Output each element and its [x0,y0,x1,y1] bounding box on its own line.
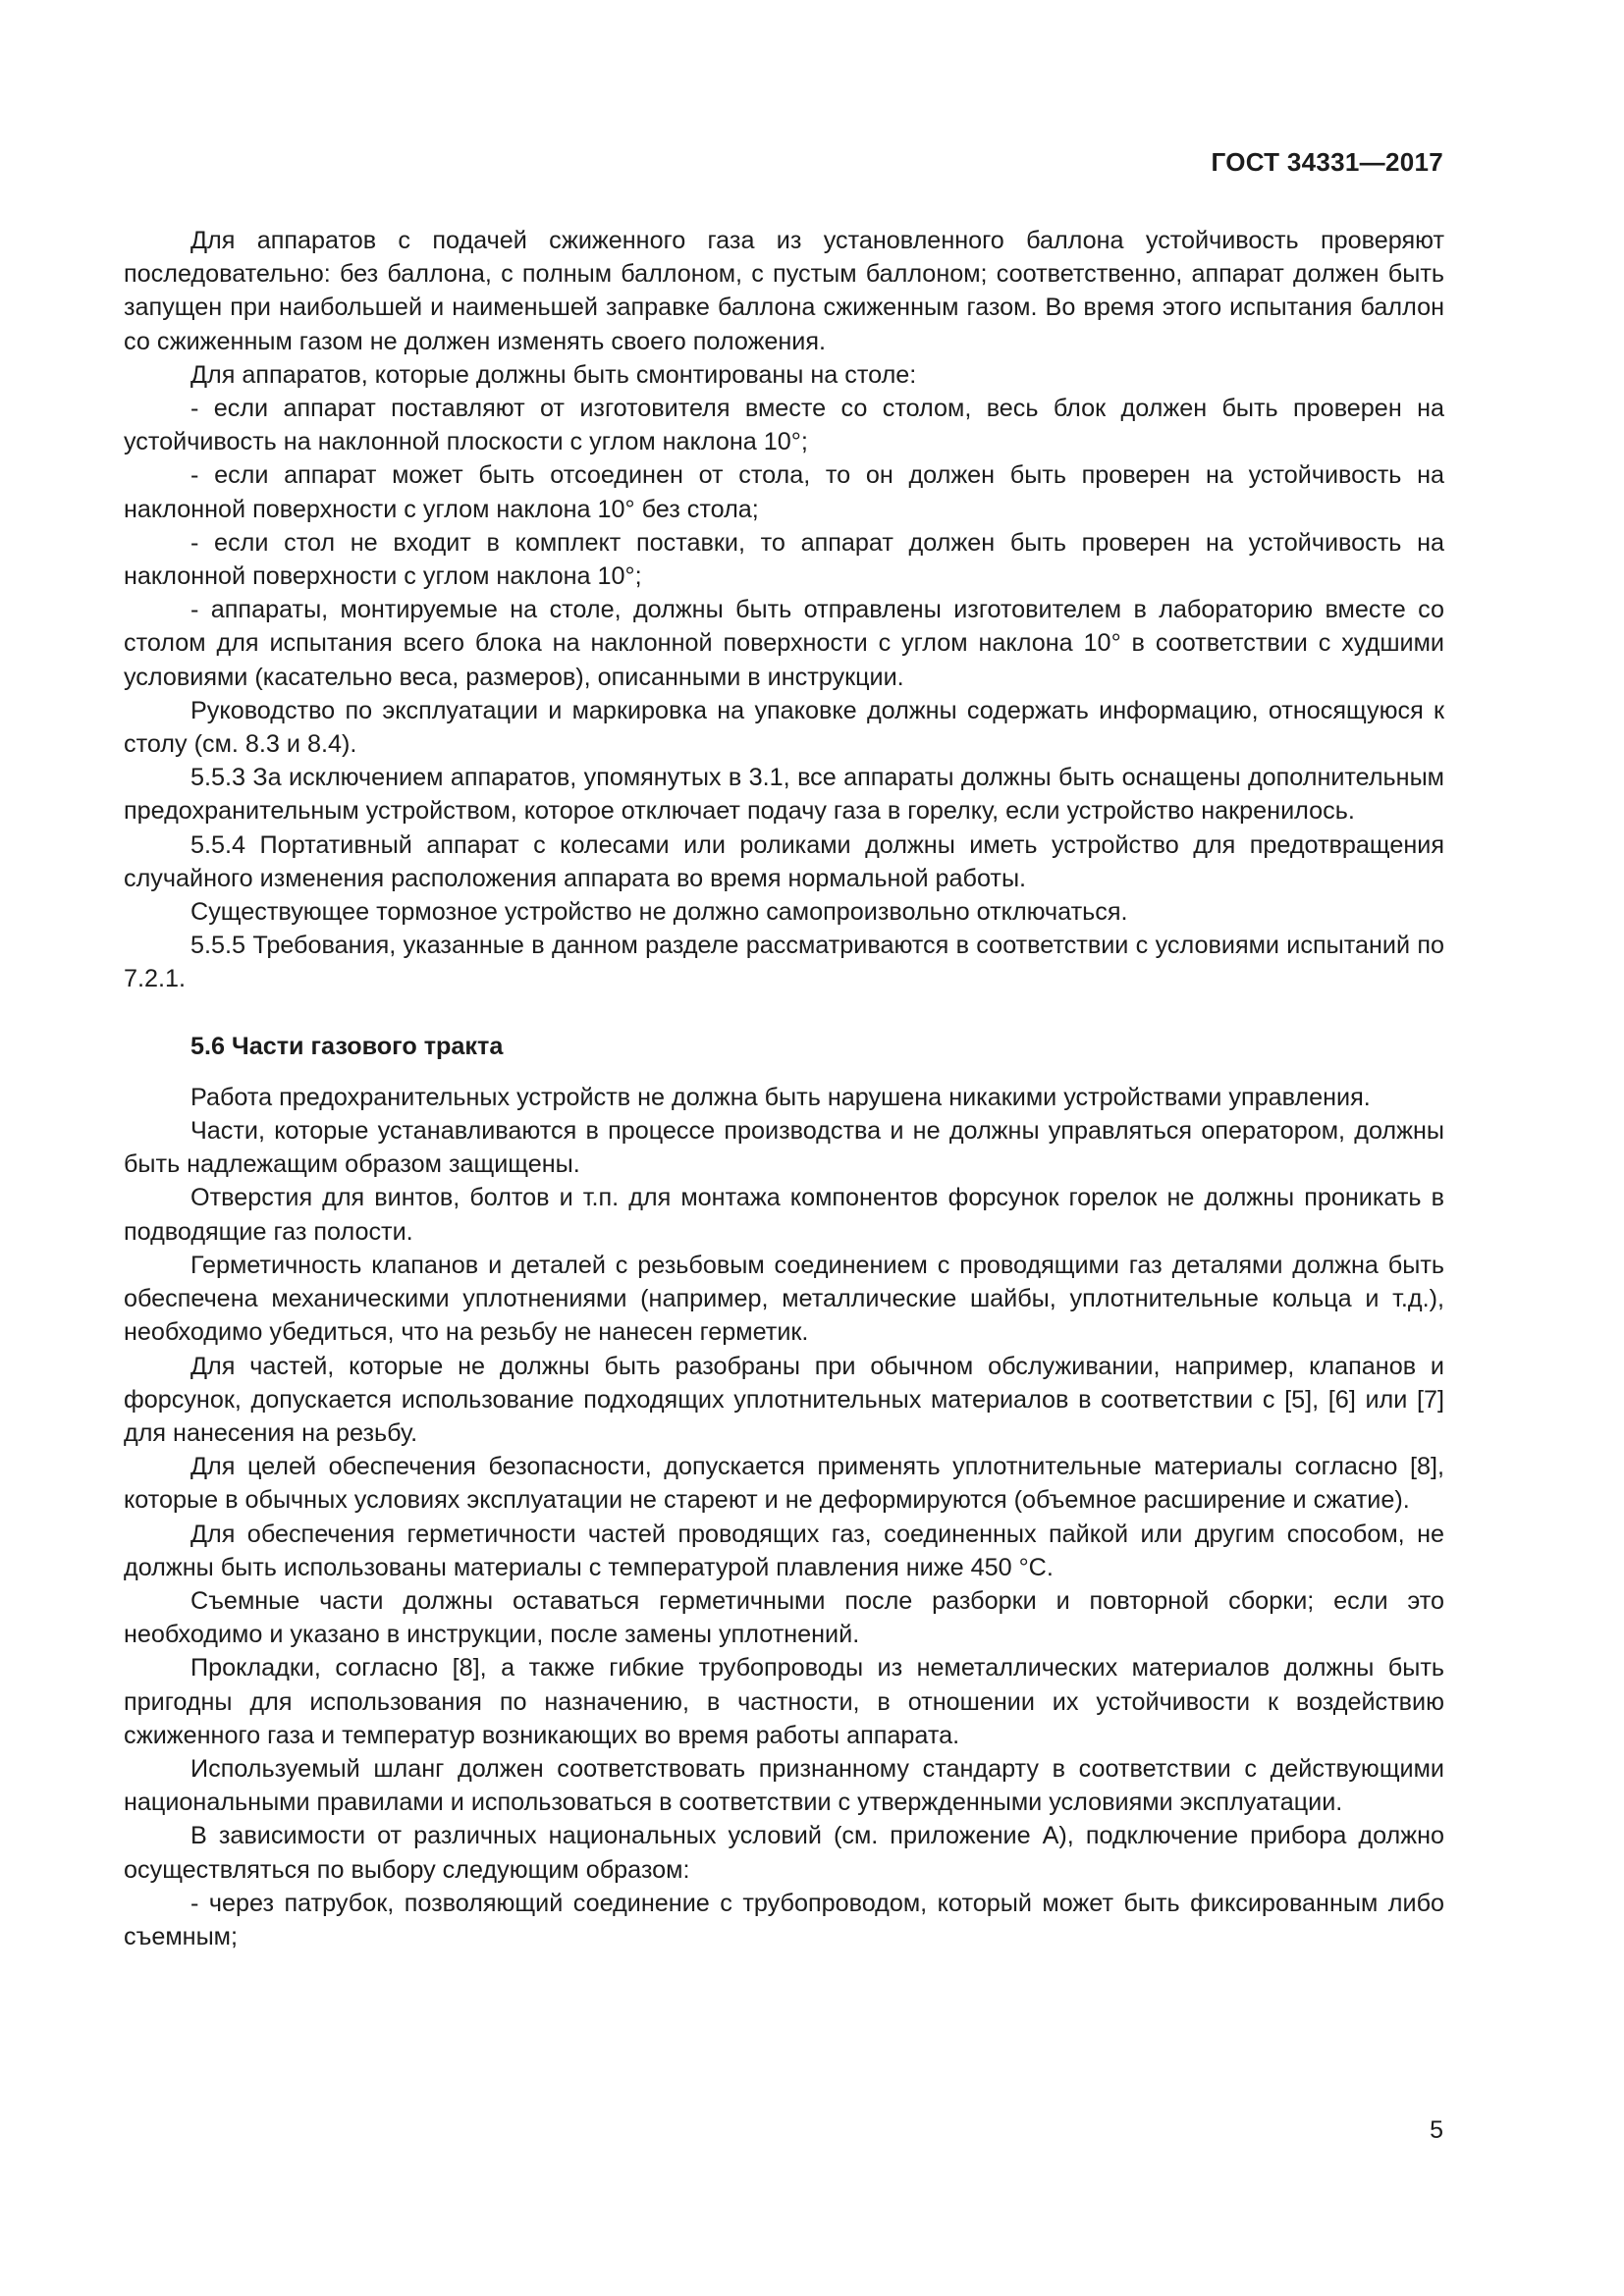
list-item: - через патрубок, позволяющий соединение с трубопроводом, который может быть фиксированным либо съемным; [124,1889,1444,1950]
page-body [124,224,1444,1953]
paragraph: Для целей обеспечения безопасности, допускается применять уплотнительные материалы согласно [8], которые в обычных условиях эксплуатации не стареют и не деформируются (объемное расширение и сжатие). [124,1453,1444,1515]
document-header: ГОСТ 34331—2017 [1211,147,1443,177]
section-title: 5.6 Части газового тракта [190,1032,504,1060]
clause-5-5-5: 5.5.5 Требования, указанные в данном разделе рассматриваются в соответствии с условиями испытаний по 7.2.1. [124,932,1444,993]
clause-5-5-3: 5.5.3 За исключением аппаратов, упомянутых в 3.1, все аппараты должны быть оснащены дополнительным предохранительным устройством, которое отключает подачу газа в горелку, если устройство накренилось. [124,764,1444,826]
paragraph: Съемные части должны оставаться герметичными после разборки и повторной сборки; если это необходимо и указано в инструкции, после замены уплотнений. [124,1586,1444,1649]
paragraph: В зависимости от различных национальных условий (см. приложение А), подключение прибора должно осуществляться по выбору следующим образом: [124,1822,1444,1884]
paragraph: Для аппаратов, которые должны быть смонтированы на столе: [190,360,917,389]
paragraph: Работа предохранительных устройств не должна быть нарушена никакими устройствами управления. [190,1083,1371,1111]
paragraph: Части, которые устанавливаются в процессе производства и не должны управляться оператором, должны быть надлежащим образом защищены. [124,1117,1444,1179]
paragraph: Герметичность клапанов и деталей с резьбовым соединением с проводящими газ деталями должна быть обеспечена механическими уплотнениями (например, металлические шайбы, уплотнительные кольца и т.д.), необходимо убедиться, что на резьбу не нанесен герметик. [124,1251,1444,1347]
list-item: - аппараты, монтируемые на столе, должны быть отправлены изготовителем в лабораторию вместе со столом для испытания всего блока на наклонной поверхности с углом наклона 10° в соответствии с худшими условиями (касательно веса, размеров), описанными в инструкции. [124,596,1444,691]
paragraph: Для частей, которые не должны быть разобраны при обычном обслуживании, например, клапанов и форсунок, допускается использование подходящих уплотнительных материалов в соответствии с [5], [6] или [7] для нанесения на резьбу. [124,1352,1444,1447]
paragraph: Для обеспечения герметичности частей проводящих газ, соединенных пайкой или другим способом, не должны быть использованы материалы с температурой плавления ниже 450 °С. [124,1520,1444,1581]
paragraph: Существующее тормозное устройство не должно самопроизвольно отключаться. [190,898,1128,927]
list-item: - если аппарат поставляют от изготовителя вместе со столом, весь блок должен быть проверен на устойчивость на наклонной плоскости с углом наклона 10°; [124,395,1444,456]
paragraph: Прокладки, согласно [8], а также гибкие трубопроводы из неметаллических материалов должны быть пригодны для использования по назначению, в частности, в отношении их устойчивости к воздействию сжиженного газа и температур возникающих во время работы аппарата. [124,1654,1444,1749]
list-item: - если аппарат может быть отсоединен от стола, то он должен быть проверен на устойчивость на наклонной поверхности с углом наклона 10° без стола; [124,461,1444,523]
paragraph: Используемый шланг должен соответствовать признанному стандарту в соответствии с действующими национальными правилами и использоваться в соответствии с утвержденными условиями эксплуатации. [124,1754,1444,1817]
list-item: - если стол не входит в комплект поставки, то аппарат должен быть проверен на устойчивость на наклонной поверхности с углом наклона 10°; [124,528,1444,591]
paragraph: Руководство по эксплуатации и маркировка на упаковке должны содержать информацию, относящуюся к столу (см. 8.3 и 8.4). [124,696,1444,759]
paragraph: Для аппаратов с подачей сжиженного газа из установленного баллона устойчивость проверяют последовательно: без баллона, с полным баллоном, с пустым баллоном; соответственно, аппарат должен быть запущен при наибольшей и наименьшей заправке баллона сжиженным газом. Во время этого испытания баллон со сжиженным газом не должен изменять своего положения. [124,227,1444,355]
paragraph: Отверстия для винтов, болтов и т.п. для монтажа компонентов форсунок горелок не должны проникать в подводящие газ полости. [124,1184,1444,1246]
clause-5-5-4: 5.5.4 Портативный аппарат с колесами или роликами должны иметь устройство для предотвращения случайного изменения расположения аппарата во время нормальной работы. [124,830,1444,892]
page-number: 5 [1430,2116,1443,2144]
